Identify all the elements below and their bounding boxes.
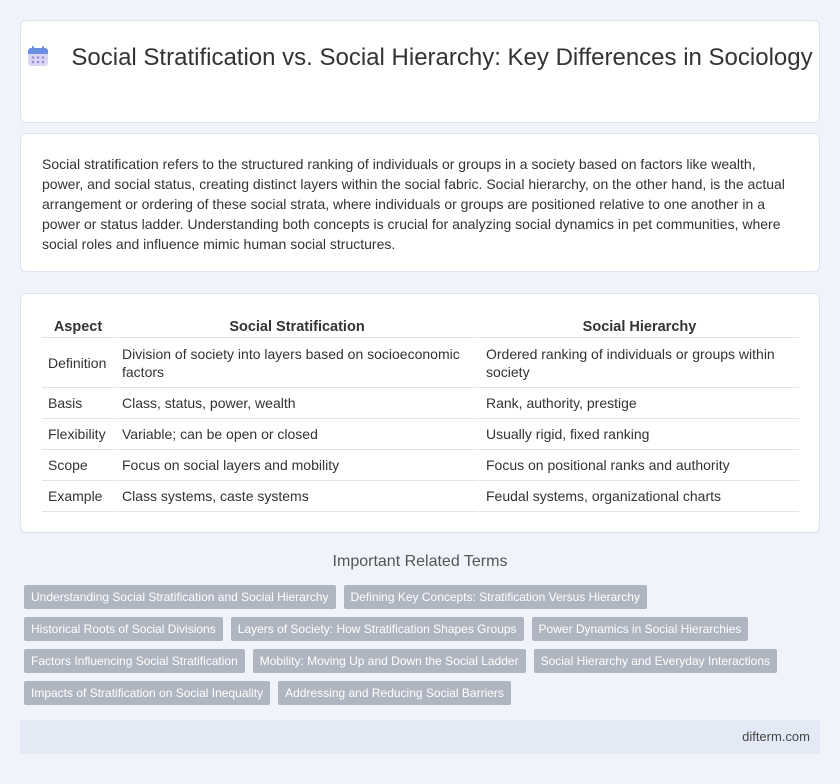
header-card — [20, 20, 820, 123]
table-row — [42, 338, 799, 388]
related-term-link[interactable]: Mobility: Moving Up and Down the Social Ladder — [253, 649, 526, 673]
tag-row — [24, 649, 824, 681]
table-header-row — [42, 316, 799, 338]
row-hierarchy: Ordered ranking of individuals or groups within society — [478, 338, 799, 388]
comparison-table-card — [20, 293, 820, 533]
row-stratification: Division of society into layers based on socioeconomic factors — [114, 338, 478, 388]
related-term-link[interactable]: Historical Roots of Social Divisions — [24, 617, 223, 641]
page-title-wrap — [21, 43, 819, 73]
comparison-table — [42, 316, 799, 512]
related-term-link[interactable]: Addressing and Reducing Social Barriers — [278, 681, 511, 705]
table-row — [42, 419, 799, 450]
related-terms-list — [24, 585, 824, 713]
calendar-icon — [27, 45, 49, 67]
tag-row — [24, 681, 824, 713]
page-title: Social Stratification vs. Social Hierarchy: Key Differences in Sociology — [71, 44, 813, 71]
row-stratification: Class, status, power, wealth — [114, 388, 478, 419]
row-hierarchy: Feudal systems, organizational charts — [478, 481, 799, 512]
row-stratification: Focus on social layers and mobility — [114, 450, 478, 481]
header-aspect: Aspect — [42, 316, 114, 338]
row-aspect: Example — [42, 481, 114, 512]
related-term-link[interactable]: Power Dynamics in Social Hierarchies — [532, 617, 749, 641]
table-row — [42, 388, 799, 419]
header-social-stratification: Social Stratification — [114, 316, 478, 338]
table-row — [42, 481, 799, 512]
row-hierarchy: Rank, authority, prestige — [478, 388, 799, 419]
intro-card — [20, 133, 820, 272]
row-aspect: Definition — [42, 338, 114, 388]
row-hierarchy: Focus on positional ranks and authority — [478, 450, 799, 481]
related-term-link[interactable]: Defining Key Concepts: Stratification Versus Hierarchy — [344, 585, 647, 609]
row-aspect: Scope — [42, 450, 114, 481]
related-term-link[interactable]: Impacts of Stratification on Social Inequality — [24, 681, 270, 705]
related-term-link[interactable]: Layers of Society: How Stratification Shapes Groups — [231, 617, 524, 641]
tag-row — [24, 585, 824, 617]
related-term-link[interactable]: Social Hierarchy and Everyday Interactions — [534, 649, 777, 673]
footer-site-link[interactable]: difterm.com — [742, 729, 810, 744]
row-stratification: Class systems, caste systems — [114, 481, 478, 512]
table-row — [42, 450, 799, 481]
row-aspect: Basis — [42, 388, 114, 419]
related-term-link[interactable]: Understanding Social Stratification and Social Hierarchy — [24, 585, 336, 609]
row-aspect: Flexibility — [42, 419, 114, 450]
row-hierarchy: Usually rigid, fixed ranking — [478, 419, 799, 450]
footer — [20, 720, 820, 754]
related-terms-title: Important Related Terms — [332, 553, 508, 570]
intro-text: Social stratification refers to the structured ranking of individuals or groups in a society based on factors like wealth, power, and social status, creating distinct layers within the social fabric. Social hierarchy, on the other hand, is the actual arrangement or ordering of these social strata, where individuals or groups are positioned relative to one another in a power or status ladder. Understanding both concepts is crucial for analyzing social dynamics in pet communities, where social roles and influence mimic human social structures. — [42, 156, 785, 252]
related-term-link[interactable]: Factors Influencing Social Stratification — [24, 649, 245, 673]
row-stratification: Variable; can be open or closed — [114, 419, 478, 450]
header-social-hierarchy: Social Hierarchy — [478, 316, 799, 338]
tag-row — [24, 617, 824, 649]
